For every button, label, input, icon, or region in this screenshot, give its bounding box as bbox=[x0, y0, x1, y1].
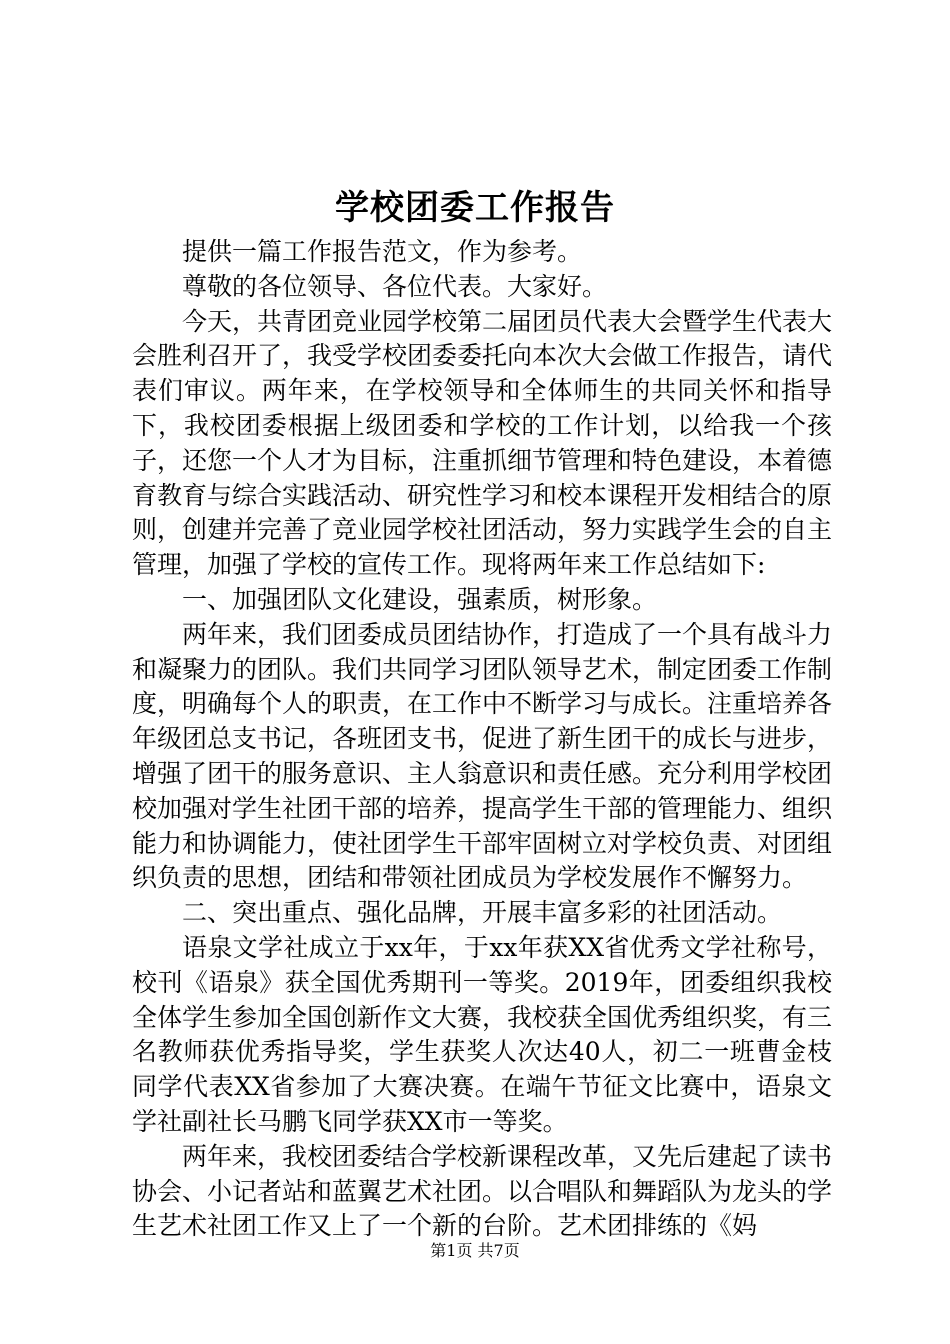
paragraph: 语泉文学社成立于xx年，于xx年获XX省优秀文学社称号，校刊《语泉》获全国优秀期刊一等奖。2019年，团委组织我校全体学生参加全国创新作文大赛，我校获全国优秀组织奖，有三名教师获优秀指导奖，学生获奖人次达40人，初二一班曹金枝同学代表XX省参加了大赛决赛。在端午节征文比赛中，语泉文学社副社长马鹏飞同学获XX市一等奖。 bbox=[132, 932, 833, 1136]
paragraph: 提供一篇工作报告范文，作为参考。 bbox=[182, 237, 583, 266]
section-heading: 一、加强团队文化建设，强素质，树形象。 bbox=[182, 584, 658, 614]
document-title: 学校团委工作报告 bbox=[335, 188, 615, 228]
paragraph: 尊敬的各位领导、各位代表。大家好。 bbox=[182, 271, 608, 301]
paragraph: 今天，共青团竞业园学校第二届团员代表大会暨学生代表大会胜利召开了，我受学校团委委托向本次大会做工作报告，请代表们审议。两年来，在学校领导和全体师生的共同关怀和指导下，我校团委根据上级团委和学校的工作计划，以给我一个孩子，还您一个人才为目标，注重抓细节管理和特色建设，本着德育教育与综合实践活动、研究性学习和校本课程开发相结合的原则，创建并完善了竞业园学校社团活动，努力实践学生会的自主管理，加强了学校的宣传工作。现将两年来工作总结如下: bbox=[132, 306, 833, 580]
paragraph: 两年来，我校团委结合学校新课程改革，又先后建起了读书协会、小记者站和蓝翼艺术社团。以合唱队和舞蹈队为龙头的学生艺术社团工作又上了一个新的台阶。艺术团排练的《妈 bbox=[132, 1141, 833, 1241]
document-body bbox=[132, 235, 832, 1244]
paragraph: 两年来，我们团委成员团结协作，打造成了一个具有战斗力和凝聚力的团队。我们共同学习团队领导艺术，制定团委工作制度，明确每个人的职责，在工作中不断学习与成长。注重培养各年级团总支书记，各班团支书，促进了新生团干的成长与进步，增强了团干的服务意识、主人翁意识和责任感。充分利用学校团校加强对学生社团干部的培养，提高学生干部的管理能力、组织能力和协调能力，使社团学生干部牢固树立对学校负责、对团组织负责的思想，团结和带领社团成员为学校发展作不懈努力。 bbox=[132, 619, 833, 893]
section-heading: 二、突出重点、强化品牌，开展丰富多彩的社团活动。 bbox=[182, 898, 783, 928]
page-footer: 第1页 共7页 bbox=[430, 1241, 520, 1260]
